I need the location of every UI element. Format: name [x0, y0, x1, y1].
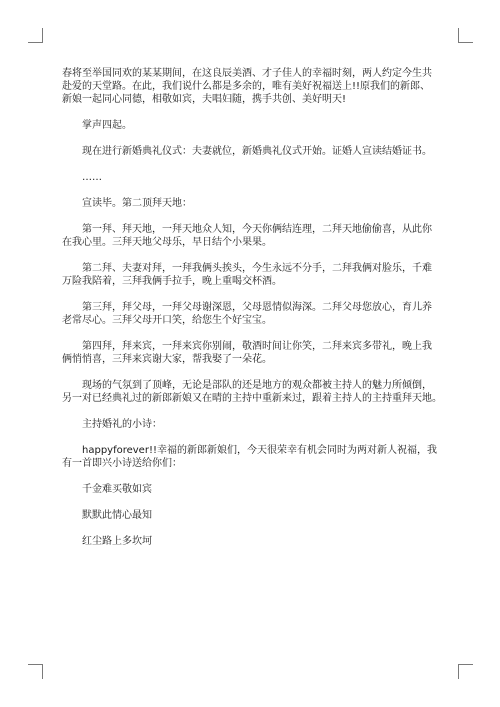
crop-mark-bottom-right — [458, 664, 473, 679]
paragraph — [62, 340, 442, 366]
paragraph — [62, 509, 442, 522]
paragraph-line: 第一拜、拜天地，一拜天地众人知，今天你俩结连理，二拜天地偷偷喜，从此你 — [82, 224, 432, 235]
paragraph — [62, 483, 442, 496]
paragraph-line: 现场的气氛到了顶峰，无论是部队的还是地方的观众都被主持人的魅力所倾倒， — [82, 380, 432, 391]
paragraph — [62, 444, 442, 470]
crop-mark-top-right — [458, 28, 473, 43]
paragraph-line: 在我心里。三拜天地父母乐，早日结个小果果。 — [62, 237, 272, 248]
paragraph-line: 默默此情心最知 — [82, 510, 152, 521]
paragraph-line: 红尘路上多坎坷 — [82, 536, 152, 547]
paragraph-line: 现在进行新婚典礼仪式：夫妻就位，新婚典礼仪式开始。证婚人宣读结婚证书。 — [82, 146, 432, 157]
paragraph-line: 春将至举国同欢的某某期间，在这良辰美酒、才子佳人的幸福时刻，两人约定今生共 — [62, 68, 432, 79]
paragraph — [62, 418, 442, 431]
paragraph-line: 第四拜，拜来宾，一拜来宾你别闹，敬酒时间让你笑，二拜来宾多带礼，晚上我 — [82, 341, 432, 352]
paragraph — [62, 223, 442, 249]
paragraph-line: happyforever!!幸福的新郎新娘们，今天很荣幸有机会同时为两对新人祝福，我 — [82, 445, 437, 456]
paragraph — [62, 171, 442, 184]
paragraph — [62, 379, 442, 405]
paragraph-line: 第二拜、夫妻对拜，一拜我俩头挨头，今生永远不分手，二拜我俩对脸乐，千难 — [82, 263, 432, 274]
paragraph — [62, 119, 442, 132]
paragraph-line: 老常尽心。三拜父母开口笑，给您生个好宝宝。 — [62, 315, 272, 326]
paragraph — [62, 67, 442, 106]
paragraph-line: 千金难买敬如宾 — [82, 484, 152, 495]
paragraph — [62, 535, 442, 548]
paragraph-line: 第三拜，拜父母，一拜父母谢深恩，父母恩情似海深。二拜父母您放心，育儿养 — [82, 302, 432, 313]
paragraph-line: 赴爱的天堂路。在此，我们说什么都是多余的，唯有美好祝福送上!!原我们的新郎、 — [62, 81, 431, 92]
paragraph-line: 新娘一起同心同德，相敬如宾，夫唱妇随，携手共创、美好明天! — [62, 94, 347, 105]
paragraph-line: …… — [82, 172, 102, 183]
crop-mark-top-left — [28, 28, 43, 43]
paragraph — [62, 301, 442, 327]
paragraph-line: 有一首即兴小诗送给你们： — [62, 458, 182, 469]
paragraph-line: 另一对已经典礼过的新郎新娘又在晴的主持中重新来过，跟着主持人的主持重拜天地。 — [62, 393, 442, 404]
paragraph-line: 宣读毕。第二顶拜天地： — [82, 198, 192, 209]
crop-mark-bottom-left — [28, 664, 43, 679]
paragraph-line: 主持婚礼的小诗： — [82, 419, 162, 430]
paragraph-line: 万险我陪着，三拜我俩手拉手，晚上重喝交杯酒。 — [62, 276, 282, 287]
paragraph — [62, 197, 442, 210]
paragraph — [62, 145, 442, 158]
paragraph-line: 俩悄悄喜，三拜来宾谢大家，帮我娶了一朵花。 — [62, 354, 272, 365]
paragraph — [62, 262, 442, 288]
document-body — [62, 67, 442, 548]
paragraph-line: 掌声四起。 — [82, 120, 132, 131]
